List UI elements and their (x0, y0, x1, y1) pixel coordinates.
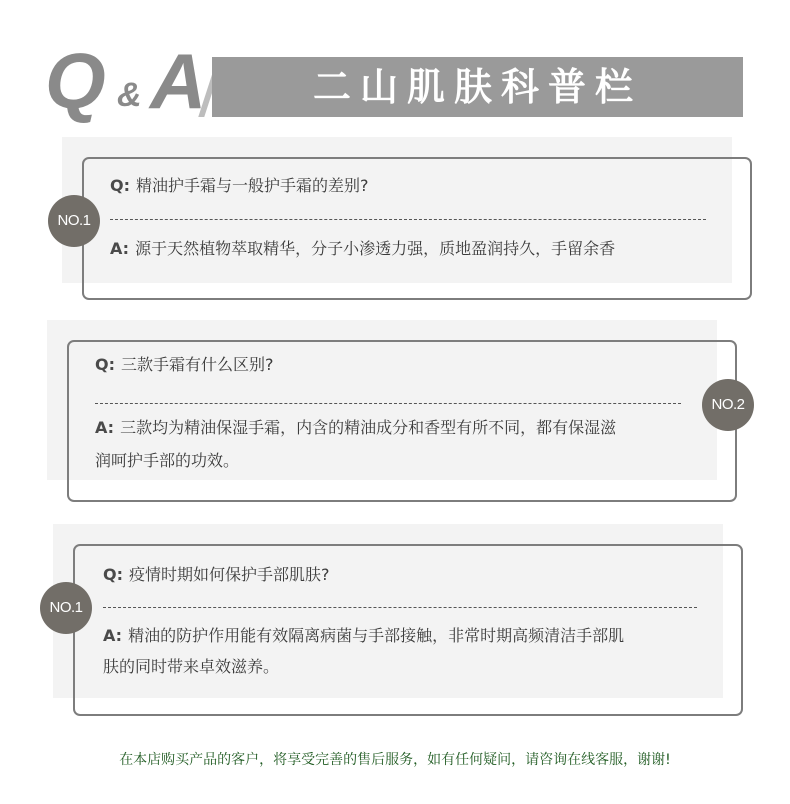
answer-prefix: A: (103, 626, 123, 645)
question-prefix: Q: (103, 565, 123, 584)
card-2-question (95, 350, 274, 380)
card-1-number-badge: NO.1 (48, 195, 100, 247)
question-text: 三款手霜有什么区别? (121, 355, 274, 374)
header (0, 0, 790, 130)
card-3-question (103, 560, 330, 590)
card-2-answer-line-2: 润呵护手部的功效。 (95, 451, 240, 470)
card-2-divider (95, 403, 681, 404)
card-3-answer-line-2: 肤的同时带来卓效滋养。 (103, 657, 280, 676)
page-title: 二山肌肤科普栏 (312, 65, 642, 109)
footer-notice: 在本店购买产品的客户，将享受完善的售后服务，如有任何疑问，请咨询在线客服，谢谢! (119, 752, 671, 768)
question-text: 精油护手霜与一般护手霜的差别? (136, 176, 369, 195)
logo-q: Q (45, 37, 102, 125)
answer-prefix: A: (95, 418, 115, 437)
answer-prefix: A: (110, 239, 130, 258)
question-text: 疫情时期如何保护手部肌肤? (129, 565, 330, 584)
card-2-answer-line-1 (95, 413, 616, 443)
card-1-divider (110, 219, 706, 220)
card-3-number-badge: NO.1 (40, 582, 92, 634)
card-1-answer (110, 234, 615, 264)
card-3-divider (103, 607, 697, 608)
card-1-question (110, 171, 369, 201)
question-prefix: Q: (110, 176, 130, 195)
question-prefix: Q: (95, 355, 115, 374)
title-bar (212, 57, 743, 117)
answer-text: 源于天然植物萃取精华，分子小渗透力强，质地盈润持久，手留余香 (135, 239, 616, 258)
card-3-answer-line-1 (103, 621, 624, 651)
answer-text: 三款均为精油保湿手霜，内含的精油成分和香型有所不同，都有保湿滋 (120, 418, 617, 437)
card-2-number-badge: NO.2 (702, 379, 754, 431)
logo-a: A (150, 37, 207, 125)
answer-text: 精油的防护作用能有效隔离病菌与手部接触，非常时期高频清洁手部肌 (128, 626, 625, 645)
logo-ampersand: & (117, 76, 142, 114)
